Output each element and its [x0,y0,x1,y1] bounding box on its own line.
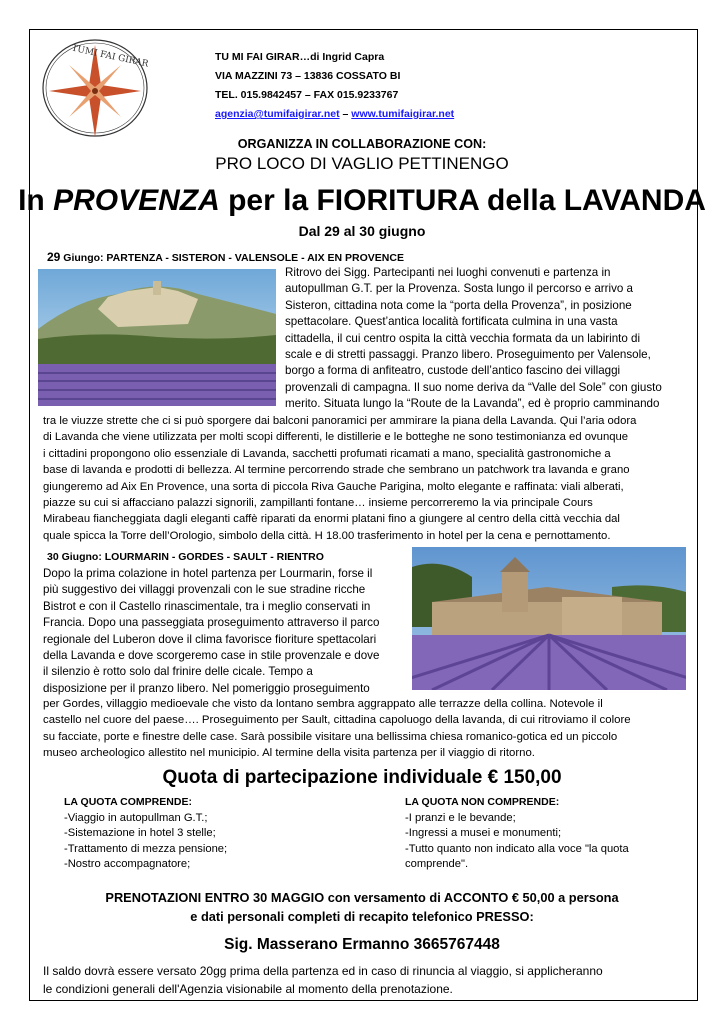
day1-full-line: i cittadini propongono olio essenziale di Lavanda, sacchetti profumati ricamati a mano, specialità gastronomiche a [43,447,611,460]
agency-links [215,105,454,124]
agency-phone: TEL. 015.9842457 – FAX 015.9233767 [215,89,399,101]
abbey-lavender-photo [412,547,686,690]
day1-full-line: quale spicca la Torre dell’Orologio, simbolo della città. H 18.00 trasferimento in hotel per la cena e pernottamento. [43,529,611,542]
day2-line: disposizione per il pranzo libero. Nel pomeriggio proseguimento [43,681,370,695]
day1-line: autopullman G.T. per la Provenza. Sosta lungo il percorso e arrivo a [285,282,633,296]
day1-line: Ritrovo dei Sigg. Partecipanti nei luoghi convenuti e partenza in [285,266,611,279]
agency-name: TU MI FAI GIRAR…di Ingrid Capra [215,51,385,63]
balance-line: Il saldo dovrà essere versato 20gg prima della partenza ed in caso di rinuncia al viaggio, si applicheranno [43,964,603,978]
day2-text-full [43,696,689,762]
includes-item: -Trattamento di mezza pensione; [64,842,228,855]
booking-info [0,888,724,926]
price-title: Quota di partecipazione individuale € 150,00 [162,767,562,788]
day1-heading-text: Giungo: PARTENZA - SISTERON - VALENSOLE - AIX EN PROVENCE [60,252,404,264]
day1-line: merito. Situata lungo la “Route de la Lavanda”, ed è proprio camminando [285,397,660,411]
day1-full-line: base di lavanda e prodotti di bellezza. Al termine percorrendo strade che sembrano un patchwork tra lavanda e grano [43,464,630,477]
day1-full-line: piazze su cui si affacciano palazzi signorili, zampillanti fontane… insieme percorreremo la via principale Cours [43,497,593,510]
day2-full-line: per Gordes, villaggio medioevale che visto da lontano sembra aggrappato alle terrazze della collina. Notevole il [43,698,603,710]
day1-line: cittadella, il cui centro ospita la città vecchia formata da un labirinto di [285,331,641,345]
title-rest: per la FIORITURA della LAVANDA [219,184,706,217]
day2-line: Francia. Dopo una passeggiata proseguimento attraverso il parco [43,616,380,630]
day1-number: 29 [47,250,61,264]
includes-item: -Sistemazione in hotel 3 stelle; [64,827,216,839]
day2-line: più suggestivo dei villaggi provenzali con le sue stradine ricche [43,583,366,597]
agency-info [215,48,454,124]
balance-note [43,962,683,998]
includes-item: -Nostro accompagnatore; [64,858,191,870]
compass-logo [33,33,163,143]
svg-text:TUMI FAI GIRAR: TUMI FAI GIRAR [70,43,150,70]
day2-line: Bistrot e con il Castello rinascimentale, tra i meglio conservati in [43,599,371,613]
day1-line: scale e di stretti passaggi. Pranzo libero. Proseguimento per Valensole, [285,348,651,362]
excludes-item: -I pranzi e le bevande; [405,811,516,824]
booking-line: PRENOTAZIONI ENTRO 30 MAGGIO con versamento di ACCONTO € 50,00 a persona [105,890,619,905]
day2-line: Dopo la prima colazione in hotel partenza per Lourmarin, forse il [43,567,373,580]
sisteron-lavender-photo [38,269,276,406]
day2-heading: 30 Giugno: LOURMARIN - GORDES - SAULT - RIENTRO [47,551,324,563]
excludes-item: -Ingressi a musei e monumenti; [405,827,562,839]
day2-line: della Lavanda e dove scorgeremo case in stile provenzale e dove [43,649,380,663]
day1-full-line: giungeremo ad Aix En Provence, una sorta di piccola Riva Gauche Parigina, molto elegante e raffinata: viali alberati, [43,480,624,493]
day1-text-right [285,265,688,413]
day1-line: provenzali di campagna. Il suo nome deriva da “Valle del Sole” con giusto [285,380,662,394]
booking-line: e dati personali completi di recapito telefonico PRESSO: [190,909,534,924]
day2-full-line: castello nel cuore del paese…. Proseguimento per Sault, cittadina capoluogo della lavanda, di cui ritroviamo il colore [43,714,631,727]
day1-full-line: Mirabeau fiancheggiata dagli eleganti caffè riparati da enormi platani fino a giungere al centro della città vecchia dal [43,513,620,526]
contact-person: Sig. Masserano Ermanno 3665767448 [224,936,500,953]
day2-full-line: su facciate, porte e finestre delle case. Sarà possibile visitare una bellissima chiesa romanico-gotica ed un piccolo [43,730,618,743]
includes-item: -Viaggio in autopullman G.T.; [64,811,208,824]
proloco-name: PRO LOCO DI VAGLIO PETTINENGO [215,154,509,173]
organizer-line: ORGANIZZA IN COLLABORAZIONE CON: [237,137,487,151]
day2-full-line: museo archeologico allestito nel municipio. Al termine della visita partenza per il viaggio di ritorno. [43,747,535,760]
page-title [0,184,724,218]
day2-line: il silenzio è rotto solo dal frinire delle cicale. Tempo a [43,665,313,679]
includes-list [64,795,364,873]
day1-full-line: di Lavanda che viene utilizzata per molti scopi differenti, le distillerie e le botteghe ne sono testimonianza ed ovunque [43,431,629,444]
agency-address: VIA MAZZINI 73 – 13836 COSSATO BI [215,70,401,82]
title-in: In [18,184,54,217]
excludes-heading: LA QUOTA NON COMPRENDE: [405,796,560,808]
day1-full-line: tra le viuzze strette che ci si può sporgere dai balconi panoramici per ammirare la piana della Lavanda. Qui l’aria odora [43,415,637,427]
day2-text-left [43,566,403,697]
excludes-item: -Tutto quanto non indicato alla voce "la quota [405,842,629,855]
excludes-list [405,795,685,873]
balance-line: le condizioni generali dell'Agenzia visionabile al momento della prenotazione. [43,982,453,996]
website-link[interactable]: www.tumifaigirar.net [351,108,455,120]
title-provenza: PROVENZA [53,184,220,217]
day1-line: borgo a forma di anfiteatro, custode dell’antico fascino dei villaggi [285,364,621,378]
day1-line: spettacolare. Quest’antica località fortificata culmina in una vasta [285,315,618,329]
link-separator: – [339,108,352,120]
email-link[interactable]: agenzia@tumifaigirar.net [215,108,340,120]
includes-heading: LA QUOTA COMPRENDE: [64,796,192,808]
excludes-item: comprende". [405,858,469,870]
trip-dates: Dal 29 al 30 giugno [298,223,426,239]
day2-line: regionale del Luberon dove il clima favorisce fioriture spettacolari [43,632,377,646]
day1-text-full [43,413,689,544]
day1-line: Sisteron, cittadina nota come la “porta della Provenza”, in posizione [285,298,632,312]
day1-heading [47,250,404,264]
